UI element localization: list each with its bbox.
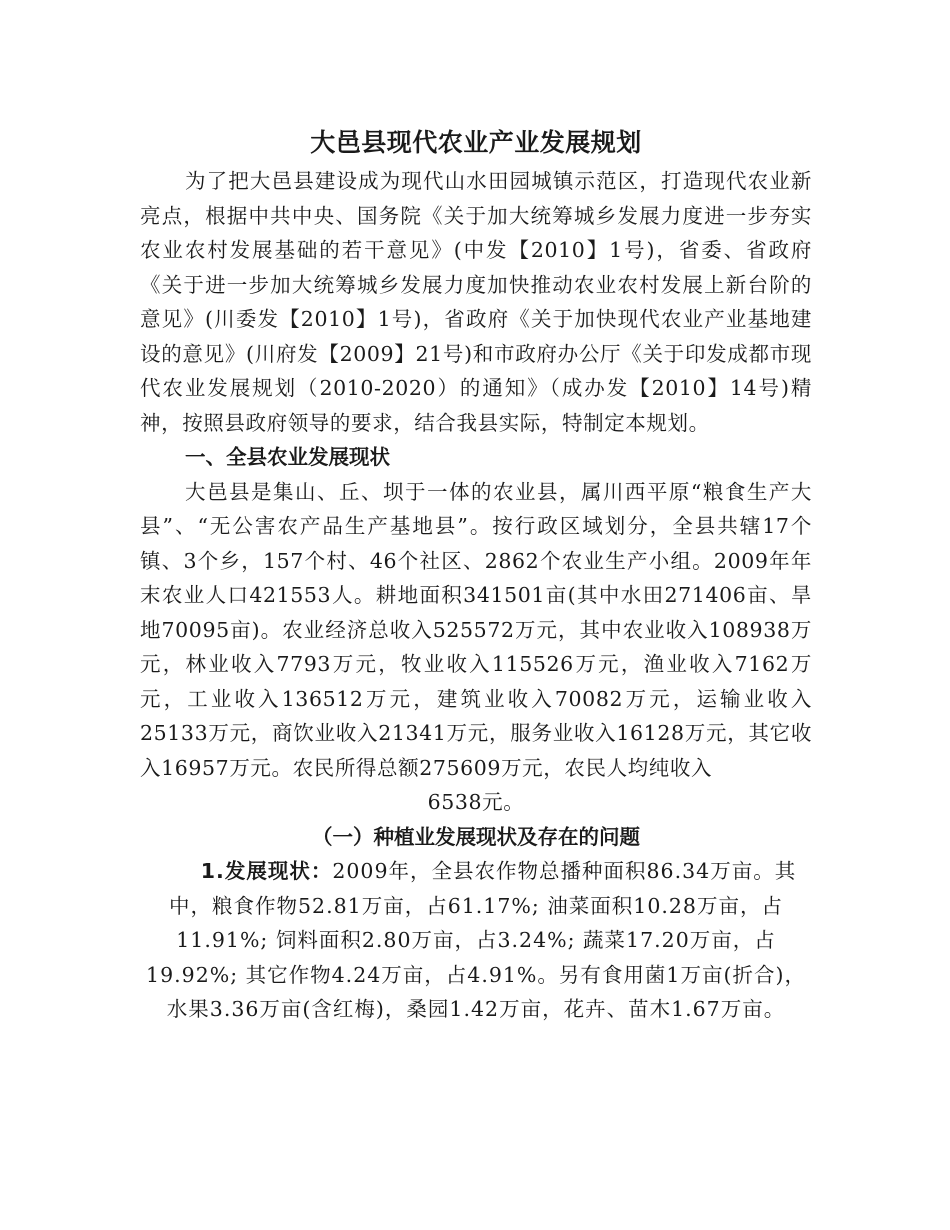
section1-paragraph: 大邑县是集山、丘、坝于一体的农业县，属川西平原“粮食生产大县”、“无公害农产品生产基地县”。按行政区域划分，全县共辖17个镇、3个乡，157个村、46个社区、2862个农业生产小组。2009年年末农业人口421553人。耕地面积341501亩(其中水田271406亩、旱地70095亩)。农业经济总收入525572万元，其中农业收入108938万元，林业收入7793万元，牧业收入115526万元，渔业收入7162万元，工业收入136512万元，建筑业收入70082万元，运输业收入25133万元，商饮业收入21341万元，服务业收入16128万元，其它收入16957万元。农民所得总额275609万元，农民人均纯收入: [140, 479, 812, 780]
document-title: 大邑县现代农业产业发展规划: [310, 128, 642, 157]
item1-label: 1.发展现状：: [200, 859, 333, 883]
section1-paragraph-tail: 6538元。: [427, 790, 525, 814]
item1-text: 2009年，全县农作物总播种面积86.34万亩。其中，粮食作物52.81万亩，占61.17%; 油菜面积10.28万亩，占11.91%; 饲料面积2.80万亩，占3.24%; 蔬菜17.20万亩，占19.92%; 其它作物4.24万亩，占4.91%。另有食用菌1万亩(折合)，水果3.36万亩(含红梅)，桑园1.42万亩，花卉、苗木1.67万亩。: [146, 859, 806, 1021]
intro-paragraph: 为了把大邑县建设成为现代山水田园城镇示范区，打造现代农业新亮点，根据中共中央、国务院《关于加大统筹城乡发展力度进一步夯实农业农村发展基础的若干意见》(中发【2010】1号)，省委、省政府《关于进一步加大统筹城乡发展力度加快推动农业农村发展上新台阶的意见》(川委发【2010】1号)，省政府《关于加快现代农业产业基地建设的意见》(川府发【2009】21号)和市政府办公厅《关于印发成都市现代农业发展规划（2010-2020）的通知》（成办发【2010】14号)精神，按照县政府领导的要求，结合我县实际，特制定本规划。: [140, 169, 812, 435]
section-heading-1: 一、全县农业发展现状: [185, 445, 390, 469]
item1-paragraph: [140, 854, 812, 1027]
document-body: [140, 124, 812, 1027]
subsection-heading-1: （一）种植业发展现状及存在的问题: [312, 824, 640, 849]
